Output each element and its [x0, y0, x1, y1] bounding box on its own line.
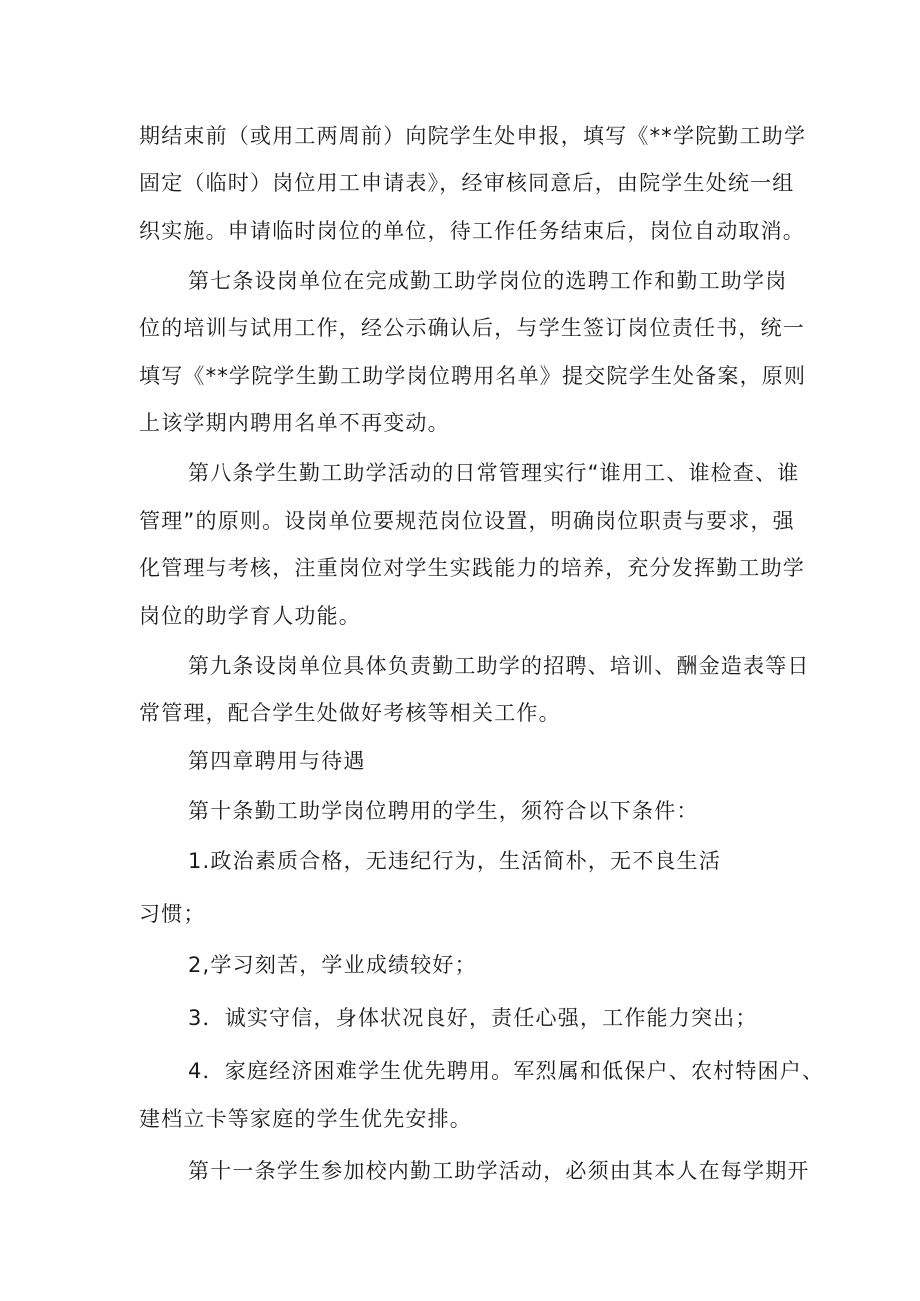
text-line: 织实施。申请临时岗位的单位，待工作任务结束后，岗位自动取消。 — [139, 219, 805, 243]
text-line: 岗位的助学育人功能。 — [139, 604, 361, 628]
list-item: 2,学习刻苦，学业成绩较好； — [188, 953, 477, 977]
text-line: 第十条勤工助学岗位聘用的学生，须符合以下条件： — [188, 799, 699, 823]
text-line: 第七条设岗单位在完成勤工助学岗位的选聘工作和勤工助学岗 — [188, 269, 788, 293]
list-item: 4．家庭经济困难学生优先聘用。军烈属和低保户、农村特困户、 — [188, 1059, 825, 1083]
text-line: 化管理与考核，注重岗位对学生实践能力的培养，充分发挥勤工助学 — [139, 556, 805, 580]
text-line: 常管理，配合学生处做好考核等相关工作。 — [139, 701, 561, 725]
text-line: 第九条设岗单位具体负责勤工助学的招聘、培训、酬金造表等日 — [188, 654, 810, 678]
list-item: 1.政治素质合格，无违纪行为，生活简朴，无不良生活 — [188, 849, 722, 873]
text-line: 位的培训与试用工作，经公示确认后，与学生签订岗位责任书，统一 — [139, 316, 805, 340]
text-line: 习惯； — [139, 902, 206, 926]
text-line: 固定（临时）岗位用工申请表》，经审核同意后，由院学生处统一组 — [139, 171, 795, 195]
text-line: 第十一条学生参加校内勤工助学活动，必须由其本人在每学期开 — [188, 1159, 810, 1183]
chapter-heading: 第四章聘用与待遇 — [188, 749, 366, 773]
text-line: 上该学期内聘用名单不再变动。 — [139, 411, 450, 435]
text-line: 期结束前（或用工两周前）向院学生处申报，填写《**学院勤工助学 — [139, 124, 807, 148]
text-line: 第八条学生勤工助学活动的日常管理实行“谁用工、谁检查、谁 — [188, 461, 800, 485]
list-item: 3．诚实守信，身体状况良好，责任心强，工作能力突出； — [188, 1006, 758, 1030]
text-line: 填写《**学院学生勤工助学岗位聘用名单》提交院学生处备案，原则 — [139, 364, 807, 388]
text-line: 管理”的原则。设岗单位要规范岗位设置，明确岗位职责与要求，强 — [139, 509, 795, 533]
text-line: 建档立卡等家庭的学生优先安排。 — [139, 1107, 472, 1131]
